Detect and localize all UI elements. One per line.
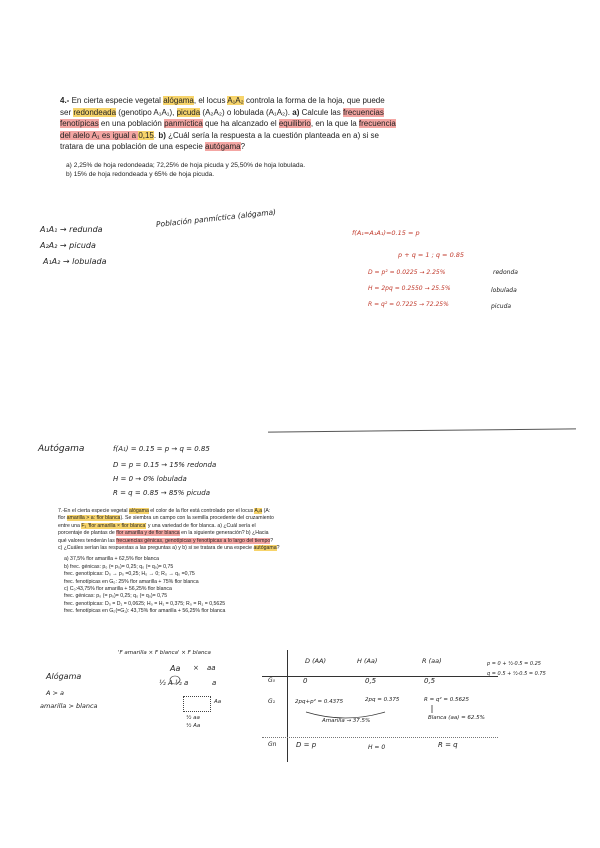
hw-mid-d: D = p = 0.15 → 15% redonda — [113, 461, 217, 469]
q7-text: flor — [58, 515, 67, 522]
q7-answer-line: frec. genotípicas: D₀ → p₀ =0,25; H₀ → 0; R₀ → q₀ =0,75 — [64, 571, 195, 578]
hw-h-row: H = 2pq = 0.2550 → 25.5% — [368, 285, 451, 292]
hw-gametes-2: a — [212, 679, 217, 687]
highlight-value: 0,15 — [138, 130, 154, 140]
q7-text: 7.-En el cierta especie vegetal — [58, 508, 129, 514]
hw-cross-x: × — [193, 664, 199, 672]
hw-aa-a: Aa — [170, 664, 181, 673]
hw-row-gn: Gn — [268, 741, 277, 748]
hw-alogame: Alógama — [46, 672, 82, 681]
highlight-alogama: alógama — [163, 96, 194, 105]
hw-h-label: lobulada — [491, 287, 517, 294]
hw-box-aa: Aa — [214, 699, 222, 705]
hw-blanca-note: Blanca (aa) = 62.5% — [428, 715, 485, 721]
q4-text: ser — [60, 107, 74, 117]
q7-text: el color de la flor está controlado por el locus — [148, 508, 255, 514]
brace-icon — [306, 712, 385, 718]
hw-g0-r: 0,5 — [424, 677, 436, 685]
q4-text: ? — [240, 142, 246, 151]
q7-text: y una variedad de flor blanca. a) ¿Cuál sería el — [146, 522, 256, 529]
q4-text: Calcule las — [299, 107, 343, 117]
hw-a-gt-a: A > a — [46, 689, 65, 697]
hw-gn-h: H = 0 — [368, 744, 386, 751]
highlight-fenotipicas: fenotípicas — [60, 119, 99, 128]
q4-text: en una población — [98, 119, 165, 128]
hw-panmixia-title: Población panmíctica (alógama) — [155, 207, 277, 229]
highlight-redondeada: redondeada — [73, 107, 117, 117]
hw-amarilla-blanca: amarilla > blanca — [40, 702, 98, 710]
q7-answer-line: b) frec. génicas: p₀ (= p₀)= 0,25; q₀ (= q₀)= 0,75 — [64, 563, 174, 570]
hw-a1a2: A₁A₂ → lobulada — [43, 257, 107, 266]
q4-part-a: a) — [292, 107, 300, 117]
q7-text: porcentaje de plantas de — [58, 530, 117, 537]
q7-text: en la siguiente generación? b) ¿Hacia — [179, 530, 269, 537]
hw-d-row: D = p² = 0.0225 → 2.25% — [368, 269, 446, 276]
q7-text: ? — [276, 545, 280, 552]
hw-g1-r: R = q² = 0.5625 — [424, 697, 469, 703]
hw-freq-eq: f(A₁=A₁A₁)=0.15 = p — [352, 229, 420, 237]
highlight-equilibrio: equilibrio — [278, 119, 311, 128]
q7-highlight-frecuencias: frecuencias génicas, genotípicas y fenotípicas a lo largo del tiempo — [116, 537, 271, 544]
highlight-panmictica: panmíctica — [164, 119, 203, 128]
hw-frac-Aa: ½ Aa — [186, 723, 201, 729]
hw-mid-r: R = q = 0.85 → 85% picuda — [113, 489, 211, 497]
q4-answer-a: a) 2,25% de hoja redondeada; 72,25% de hoja picuda y 25,50% de hoja lobulada. — [66, 161, 306, 169]
q7-highlight-alogama: alógama — [128, 508, 149, 514]
circle-icon — [170, 676, 180, 684]
q4-text: , el locus — [193, 96, 228, 105]
q4-text: que ha alcanzado el — [202, 119, 279, 128]
hw-col-h: H (Aa) — [357, 657, 378, 665]
hw-mid-freq: f(A₁) = 0.15 = p → q = 0.85 — [113, 445, 210, 453]
q4-number: 4.- — [60, 96, 70, 105]
q7-text: c) ¿Cuáles serían las respuestas a las preguntas a) y b) si se tratara de una especie — [58, 545, 254, 552]
q7-text: (A: — [262, 508, 271, 514]
q7-text: entre una — [58, 522, 82, 529]
hw-g1-d: 2pq+p² = 0.4375 — [295, 699, 344, 705]
q7-answer-line: c) C₀:43,75% flor amarilla + 56,25% flor blanca — [64, 586, 172, 593]
hw-frac-aa: ½ aa — [186, 715, 200, 721]
highlight-frecuencia: frecuencia — [358, 119, 396, 128]
hw-gametes: ½ A ½ a — [159, 679, 189, 687]
highlight-locus: A₁A₂ — [227, 96, 244, 105]
hw-gn-d: D = p — [296, 741, 317, 749]
hw-r-row: R = q² = 0.7225 → 72.25% — [368, 301, 449, 308]
q4-part-b: b) — [158, 130, 166, 140]
highlight-autogama: autógama — [205, 142, 241, 151]
hw-d-label: redonda — [493, 269, 518, 276]
hw-row-g0: G₀ — [268, 677, 276, 684]
hw-autogama: Autógama — [38, 444, 85, 454]
q4-text: , en la que la — [310, 119, 359, 128]
hw-g0-d: 0 — [303, 677, 308, 685]
q4-text: (genotipo A₁A₁), — [116, 107, 177, 117]
q7-highlight-f1: F₁ 'flor amarilla × flor blanca' — [81, 522, 147, 529]
hw-q-side: q = 0.5 + ½·0.5 = 0.75 — [487, 671, 546, 677]
q4-text: ¿Cuál sería la respuesta a la cuestión planteada en a) si se — [165, 130, 379, 140]
hw-p-side: p = 0 + ½·0.5 = 0.25 — [487, 661, 541, 667]
q4-text: . — [153, 130, 159, 140]
q7-answer-line: frec. génicas: p₀ (= p₀)= 0,25; q₀ (= q₀)= 0,75 — [64, 593, 168, 600]
q7-text: qué valores tenderán las — [58, 537, 117, 544]
hw-r-label: picuda — [491, 303, 512, 310]
hw-a1a1: A₁A₁ → redunda — [40, 225, 103, 234]
q7-highlight-locus: A,a — [254, 508, 263, 514]
hw-gn-r: R = q — [438, 741, 458, 749]
q7-answer-line: frec. genotípicas: D₀ = D₁ = 0,0625; H₀ = H₁ = 0,375; R₀ = R₁ = 0,5625 — [64, 600, 226, 607]
q4-answer-b: b) 15% de hoja redondeada y 65% de hoja picuda. — [66, 170, 215, 178]
hw-p-plus-q: p + q = 1 ; q = 0.85 — [398, 251, 465, 259]
q4-text: controla la forma de la hoja, que puede — [243, 96, 385, 105]
hw-amarilla-note: Amarilla → 37.5% — [322, 718, 371, 724]
hw-col-d: D (AA) — [305, 657, 327, 665]
q7-highlight-autogama: autógama — [253, 545, 277, 552]
hw-aa-b: aa — [207, 664, 216, 672]
q7-answer-line: frec. fenotípicas en G₀(=G₁): 43,75% flor amarilla + 56,25% flor blanca — [64, 608, 226, 615]
q7-answer-line: a) 37,5% flor amarilla + 62,5% flor blanca — [64, 556, 160, 563]
q7-highlight-amarilla: amarilla > a: flor blanca — [66, 515, 121, 522]
hw-g0-h: 0,5 — [365, 677, 377, 685]
q7-text: ). Se siembra un campo con la semilla procedente del cruzamiento — [120, 515, 274, 522]
hw-g1-h: 2pq = 0.375 — [365, 697, 400, 703]
hw-cross: 'F amarilla × F blanca' × F blanca — [118, 650, 211, 656]
q4-text: En cierta especie vegetal — [69, 96, 164, 105]
q4-text: (A₂A₂) o lobulada (A₁A₂). — [200, 107, 293, 117]
highlight-frecuencias: frecuencias — [342, 107, 384, 117]
q4-text: tratara de una población de una especie — [60, 142, 205, 151]
hw-a2a2: A₂A₂ → picuda — [40, 241, 96, 250]
q7-text: ? — [270, 537, 274, 544]
hw-row-g1: G₁ — [268, 698, 276, 705]
hw-col-r: R (aa) — [422, 657, 442, 665]
q7-answer-line: frec. fenotípicas en G₀: 25% flor amarilla + 75% flor blanca — [64, 578, 199, 585]
highlight-picuda: picuda — [176, 107, 201, 117]
hw-mid-h: H = 0 → 0% lobulada — [113, 475, 187, 483]
q7-highlight-flor: flor amarilla y de flor blanca — [116, 530, 180, 537]
highlight-alelo: del alelo A₁ es igual a — [60, 130, 139, 140]
